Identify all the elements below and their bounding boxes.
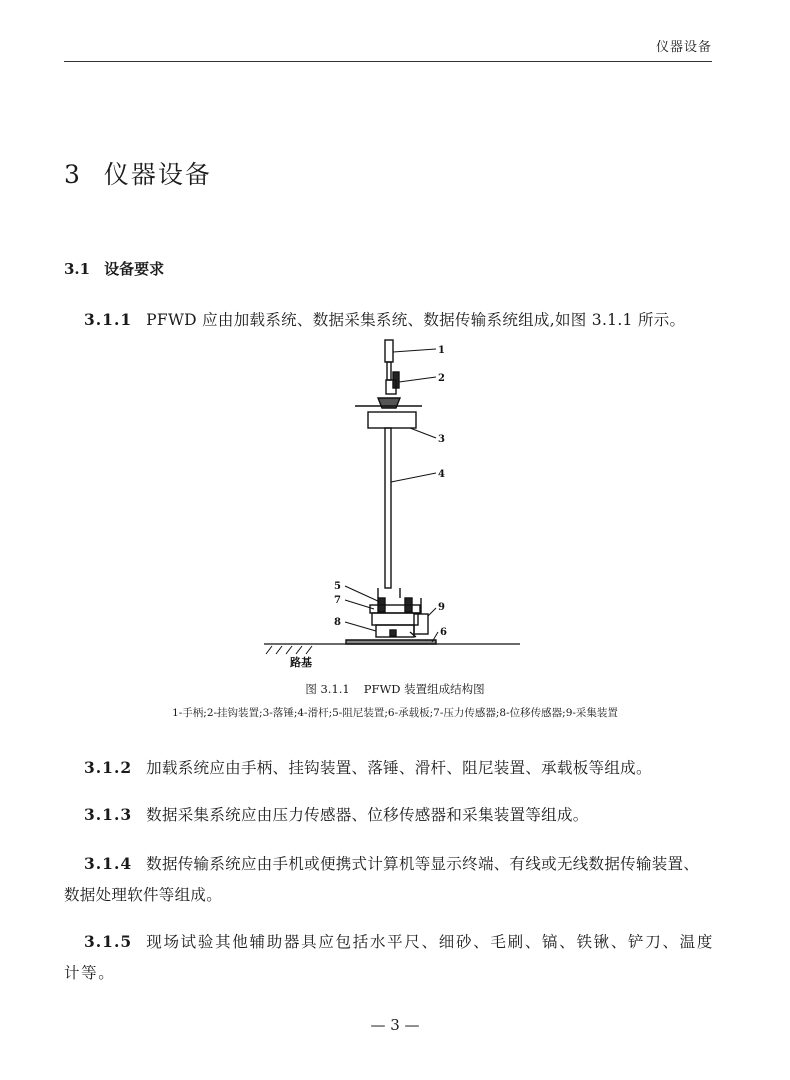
label-9: 9 <box>438 602 445 613</box>
page-number: — 3 — <box>370 1016 420 1034</box>
leader-line-4 <box>391 473 436 482</box>
figure-legend: 1-手柄;2-挂钩装置;3-落锤;4-滑杆;5-阻尼装置;6-承载板;7-压力传感器;8-位移传感器;9-采集装置 <box>172 707 618 719</box>
clause-number: 3.1.3 <box>84 805 133 824</box>
clause-3-1-2 <box>64 752 714 784</box>
label-2: 2 <box>438 373 445 384</box>
clause-text: 加载系统应由手柄、挂钩装置、落锤、滑杆、阻尼装置、承载板等组成。 <box>146 759 652 777</box>
leader-line-5 <box>345 586 380 602</box>
rod-clamp-lines <box>378 588 400 598</box>
clause-3-1-5 <box>64 926 714 989</box>
pfwd-diagram <box>250 336 550 672</box>
drop-weight-shape <box>368 412 416 428</box>
label-1: 1 <box>438 345 445 356</box>
clause-text: 数据采集系统应由压力传感器、位移传感器和采集装置等组成。 <box>146 806 589 824</box>
section-title-text: 设备要求 <box>104 260 165 278</box>
pressure-sensor-shape <box>372 613 418 625</box>
label-7: 7 <box>334 595 341 606</box>
running-header: 仪器设备 <box>655 40 712 55</box>
header-rule <box>64 61 712 62</box>
sensor-probe-shape <box>390 630 396 636</box>
chapter-title-text: 仪器设备 <box>103 160 212 189</box>
clause-number: 3.1.5 <box>84 932 133 951</box>
handle-shape <box>385 340 393 362</box>
figure-caption <box>0 681 790 697</box>
clause-text: 现场试验其他辅助器具应包括水平尺、细砂、毛刷、镐、铁锹、铲刀、温度计等。 <box>64 933 714 982</box>
section-heading <box>64 258 164 279</box>
label-4: 4 <box>438 469 445 480</box>
label-6: 6 <box>440 627 447 638</box>
leader-line-9 <box>428 608 436 616</box>
leader-line-2 <box>399 377 436 382</box>
leader-line-3 <box>410 428 436 438</box>
clause-3-1-1 <box>64 304 714 336</box>
ground-hatch <box>266 646 312 654</box>
label-8: 8 <box>334 617 341 628</box>
chapter-number: 3 <box>64 160 82 189</box>
clause-number: 3.1.4 <box>84 854 133 873</box>
clause-text: PFWD 应由加载系统、数据采集系统、数据传输系统组成,如图 3.1.1 所示。 <box>146 311 686 329</box>
figure-title: PFWD 装置组成结构图 <box>363 682 485 696</box>
handle-shaft-shape <box>387 362 391 380</box>
clause-number: 3.1.1 <box>84 310 133 329</box>
leader-line-1 <box>393 349 436 352</box>
ground-label: 路基 <box>290 656 312 669</box>
slide-rod-shape <box>385 428 391 588</box>
clause-3-1-4 <box>64 848 714 911</box>
chapter-title <box>64 155 212 191</box>
figure-number: 图 3.1.1 <box>305 682 350 696</box>
pfwd-structure-figure <box>250 336 550 672</box>
clause-number: 3.1.2 <box>84 758 133 777</box>
label-3: 3 <box>438 434 445 445</box>
acquisition-unit-shape <box>414 614 428 634</box>
clause-3-1-3 <box>64 799 714 831</box>
clause-text: 数据传输系统应由手机或便携式计算机等显示终端、有线或无线数据传输装置、数据处理软件等组成。 <box>64 855 700 904</box>
label-5: 5 <box>334 581 341 592</box>
section-number: 3.1 <box>64 260 91 278</box>
